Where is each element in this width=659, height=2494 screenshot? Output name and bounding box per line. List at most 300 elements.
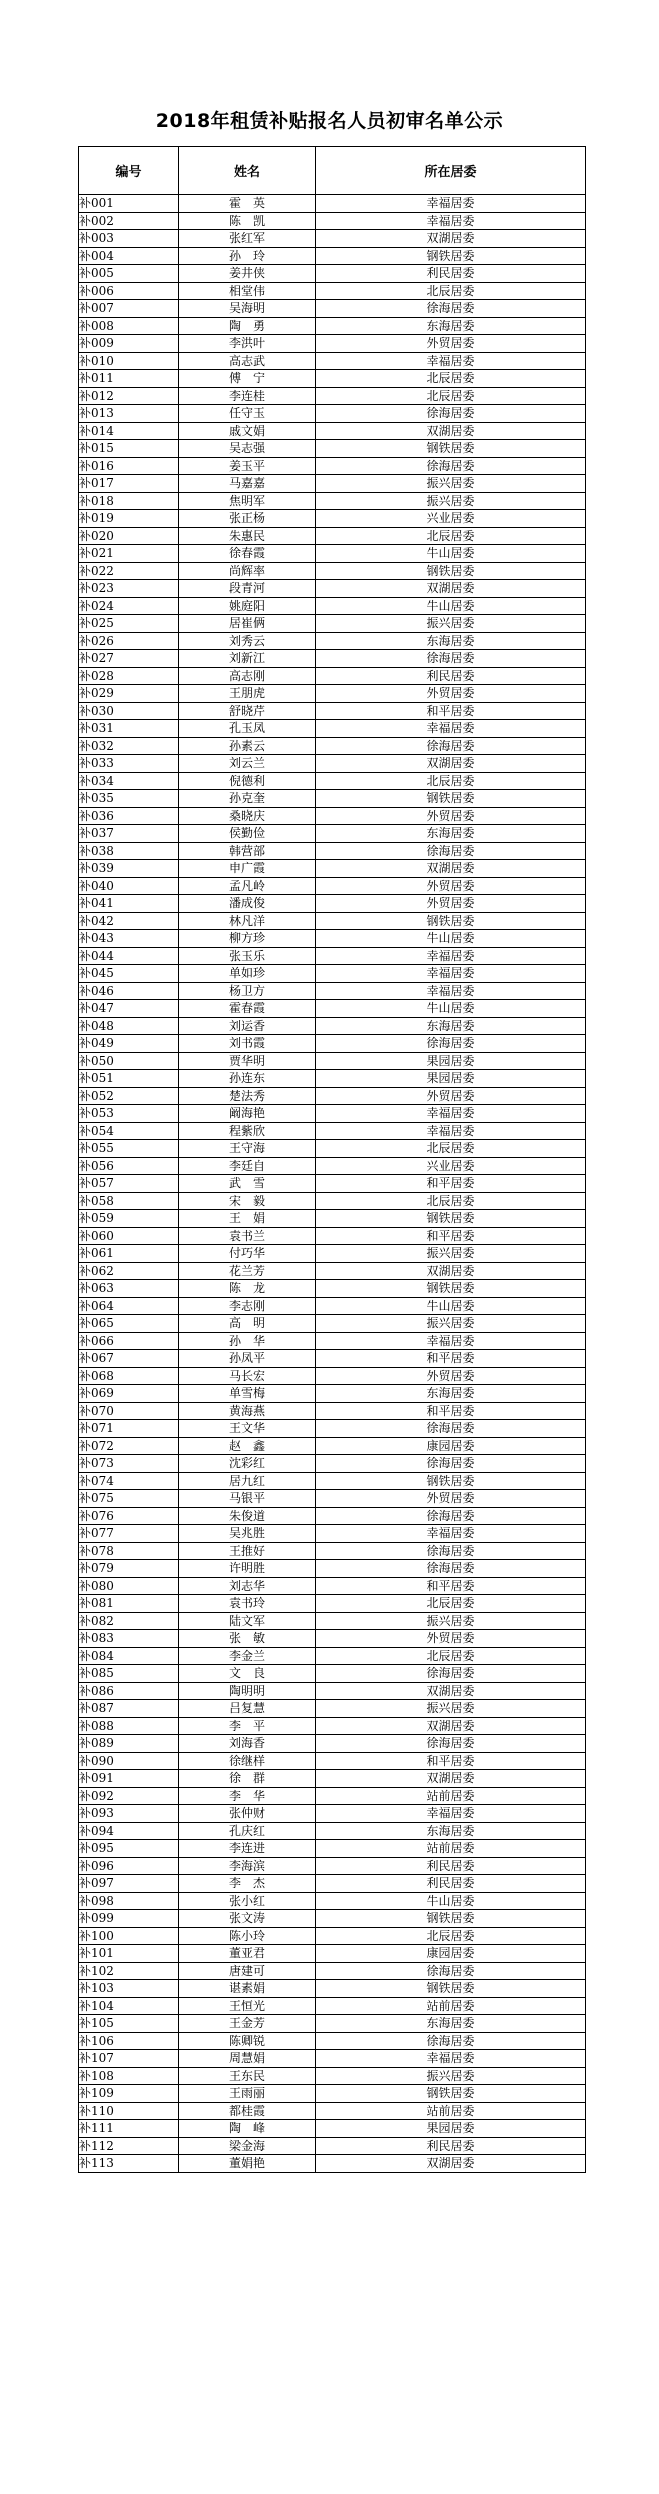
cell-committee: 幸福居委 (316, 2050, 586, 2068)
cell-committee: 站前居委 (316, 2102, 586, 2120)
cell-name: 孔玉凤 (179, 720, 316, 738)
cell-name: 唐建可 (179, 1962, 316, 1980)
table-row (79, 930, 586, 948)
table-row (79, 545, 586, 563)
cell-committee: 振兴居委 (316, 1315, 586, 1333)
cell-name: 李 华 (179, 1787, 316, 1805)
cell-committee: 外贸居委 (316, 1367, 586, 1385)
cell-committee: 外贸居委 (316, 1630, 586, 1648)
table-row (79, 1595, 586, 1613)
cell-id: 补077 (79, 1525, 179, 1543)
table-row (79, 807, 586, 825)
cell-name: 程紫欣 (179, 1122, 316, 1140)
cell-committee: 幸福居委 (316, 1332, 586, 1350)
cell-id: 补039 (79, 860, 179, 878)
cell-name: 武 雪 (179, 1175, 316, 1193)
cell-id: 补112 (79, 2137, 179, 2155)
table-row (79, 195, 586, 213)
cell-committee: 东海居委 (316, 2015, 586, 2033)
table-row (79, 492, 586, 510)
cell-name: 马嘉嘉 (179, 475, 316, 493)
table-row (79, 457, 586, 475)
cell-id: 补110 (79, 2102, 179, 2120)
cell-name: 袁书玲 (179, 1595, 316, 1613)
cell-name: 舒晓芹 (179, 702, 316, 720)
header-name: 姓名 (179, 147, 316, 195)
cell-committee: 牛山居委 (316, 930, 586, 948)
cell-id: 补057 (79, 1175, 179, 1193)
cell-name: 徐继样 (179, 1752, 316, 1770)
cell-id: 补043 (79, 930, 179, 948)
table-row (79, 895, 586, 913)
cell-id: 补073 (79, 1455, 179, 1473)
table-row (79, 650, 586, 668)
cell-committee: 幸福居委 (316, 965, 586, 983)
table-row (79, 1192, 586, 1210)
table-row (79, 1262, 586, 1280)
cell-committee: 康园居委 (316, 1437, 586, 1455)
cell-name: 花兰芳 (179, 1262, 316, 1280)
cell-committee: 兴业居委 (316, 1157, 586, 1175)
cell-id: 补030 (79, 702, 179, 720)
cell-committee: 康园居委 (316, 1945, 586, 1963)
cell-name: 刘志华 (179, 1577, 316, 1595)
table-row (79, 1910, 586, 1928)
table-row (79, 1805, 586, 1823)
table-row (79, 2102, 586, 2120)
cell-committee: 振兴居委 (316, 1612, 586, 1630)
table-row (79, 1140, 586, 1158)
cell-name: 黄海燕 (179, 1402, 316, 1420)
cell-committee: 北辰居委 (316, 772, 586, 790)
cell-id: 补009 (79, 335, 179, 353)
cell-name: 吴兆胜 (179, 1525, 316, 1543)
cell-name: 阚海艳 (179, 1105, 316, 1123)
cell-id: 补106 (79, 2032, 179, 2050)
cell-name: 孟凡岭 (179, 877, 316, 895)
cell-committee: 徐海居委 (316, 1560, 586, 1578)
cell-name: 段青河 (179, 580, 316, 598)
table-row (79, 1542, 586, 1560)
table-row (79, 1385, 586, 1403)
cell-name: 孙连东 (179, 1070, 316, 1088)
table-row (79, 860, 586, 878)
cell-id: 补103 (79, 1980, 179, 1998)
cell-name: 霍春霞 (179, 1000, 316, 1018)
table-row (79, 1647, 586, 1665)
cell-id: 补090 (79, 1752, 179, 1770)
cell-id: 补100 (79, 1927, 179, 1945)
cell-id: 补035 (79, 790, 179, 808)
cell-id: 补054 (79, 1122, 179, 1140)
table-row (79, 1087, 586, 1105)
header-id: 编号 (79, 147, 179, 195)
table-body (79, 195, 586, 2173)
cell-id: 补032 (79, 737, 179, 755)
table-row (79, 1297, 586, 1315)
table-row (79, 737, 586, 755)
cell-id: 补037 (79, 825, 179, 843)
cell-committee: 和平居委 (316, 1402, 586, 1420)
table-row (79, 1630, 586, 1648)
cell-committee: 和平居委 (316, 1752, 586, 1770)
cell-name: 刘云兰 (179, 755, 316, 773)
table-row (79, 912, 586, 930)
cell-name: 李金兰 (179, 1647, 316, 1665)
cell-name: 杨卫方 (179, 982, 316, 1000)
table-row (79, 1402, 586, 1420)
cell-id: 补006 (79, 282, 179, 300)
cell-name: 林凡洋 (179, 912, 316, 930)
cell-committee: 振兴居委 (316, 1700, 586, 1718)
cell-name: 谌素娟 (179, 1980, 316, 1998)
cell-committee: 站前居委 (316, 1787, 586, 1805)
table-row (79, 1962, 586, 1980)
table-row (79, 1105, 586, 1123)
cell-id: 补076 (79, 1507, 179, 1525)
table-row (79, 370, 586, 388)
cell-committee: 外贸居委 (316, 895, 586, 913)
cell-name: 姜井侠 (179, 265, 316, 283)
cell-committee: 外贸居委 (316, 335, 586, 353)
cell-id: 补083 (79, 1630, 179, 1648)
cell-name: 袁书兰 (179, 1227, 316, 1245)
table-row (79, 772, 586, 790)
table-row (79, 300, 586, 318)
cell-id: 补024 (79, 597, 179, 615)
page-title: 2018年租赁补贴报名人员初审名单公示 (155, 110, 504, 132)
table-row (79, 615, 586, 633)
table-row (79, 667, 586, 685)
cell-committee: 钢铁居委 (316, 790, 586, 808)
header-committee: 所在居委 (316, 147, 586, 195)
cell-name: 沈彩红 (179, 1455, 316, 1473)
cell-name: 高 明 (179, 1315, 316, 1333)
cell-id: 补051 (79, 1070, 179, 1088)
cell-id: 补003 (79, 230, 179, 248)
cell-name: 吴海明 (179, 300, 316, 318)
cell-id: 补022 (79, 562, 179, 580)
table-row (79, 1210, 586, 1228)
cell-committee: 徐海居委 (316, 1962, 586, 1980)
table-row (79, 1682, 586, 1700)
table-row (79, 212, 586, 230)
cell-name: 高志武 (179, 352, 316, 370)
cell-committee: 牛山居委 (316, 1297, 586, 1315)
table-row (79, 1665, 586, 1683)
cell-name: 倪德利 (179, 772, 316, 790)
cell-id: 补063 (79, 1280, 179, 1298)
cell-id: 补088 (79, 1717, 179, 1735)
cell-committee: 双湖居委 (316, 2155, 586, 2173)
applicant-table (78, 146, 586, 2173)
cell-id: 补060 (79, 1227, 179, 1245)
table-row (79, 982, 586, 1000)
cell-committee: 徐海居委 (316, 300, 586, 318)
cell-name: 吴志强 (179, 440, 316, 458)
cell-committee: 牛山居委 (316, 1892, 586, 1910)
cell-id: 补081 (79, 1595, 179, 1613)
cell-id: 补070 (79, 1402, 179, 1420)
cell-id: 补053 (79, 1105, 179, 1123)
cell-id: 补071 (79, 1420, 179, 1438)
cell-committee: 站前居委 (316, 1840, 586, 1858)
cell-id: 补084 (79, 1647, 179, 1665)
table-header-row (79, 147, 586, 195)
cell-committee: 徐海居委 (316, 2032, 586, 2050)
table-row (79, 405, 586, 423)
cell-name: 王朋虎 (179, 685, 316, 703)
cell-id: 补049 (79, 1035, 179, 1053)
table-row (79, 1052, 586, 1070)
cell-committee: 钢铁居委 (316, 247, 586, 265)
table-row (79, 1945, 586, 1963)
table-row (79, 1437, 586, 1455)
cell-committee: 东海居委 (316, 1017, 586, 1035)
table-row (79, 1787, 586, 1805)
table-row (79, 702, 586, 720)
cell-committee: 徐海居委 (316, 1542, 586, 1560)
cell-id: 补045 (79, 965, 179, 983)
cell-name: 陈 凯 (179, 212, 316, 230)
cell-committee: 北辰居委 (316, 1595, 586, 1613)
table-row (79, 1752, 586, 1770)
cell-id: 补040 (79, 877, 179, 895)
cell-name: 潘成俊 (179, 895, 316, 913)
cell-committee: 东海居委 (316, 825, 586, 843)
table-row (79, 1717, 586, 1735)
cell-id: 补027 (79, 650, 179, 668)
cell-id: 补091 (79, 1770, 179, 1788)
cell-name: 李志刚 (179, 1297, 316, 1315)
cell-id: 补062 (79, 1262, 179, 1280)
table-row (79, 877, 586, 895)
cell-committee: 徐海居委 (316, 1455, 586, 1473)
cell-id: 补004 (79, 247, 179, 265)
cell-name: 张文涛 (179, 1910, 316, 1928)
cell-name: 徐 群 (179, 1770, 316, 1788)
cell-committee: 北辰居委 (316, 527, 586, 545)
cell-name: 王 娟 (179, 1210, 316, 1228)
cell-id: 补042 (79, 912, 179, 930)
cell-committee: 徐海居委 (316, 1420, 586, 1438)
cell-committee: 牛山居委 (316, 545, 586, 563)
cell-name: 张 敏 (179, 1630, 316, 1648)
cell-name: 孙 玲 (179, 247, 316, 265)
cell-name: 孙凤平 (179, 1350, 316, 1368)
cell-id: 补036 (79, 807, 179, 825)
table-row (79, 825, 586, 843)
table-row (79, 352, 586, 370)
table-row (79, 2032, 586, 2050)
cell-id: 补067 (79, 1350, 179, 1368)
cell-id: 补095 (79, 1840, 179, 1858)
cell-id: 补087 (79, 1700, 179, 1718)
cell-id: 补097 (79, 1875, 179, 1893)
cell-committee: 幸福居委 (316, 720, 586, 738)
cell-name: 贾华明 (179, 1052, 316, 1070)
cell-committee: 和平居委 (316, 702, 586, 720)
table-row (79, 1070, 586, 1088)
table-row (79, 1507, 586, 1525)
cell-id: 补099 (79, 1910, 179, 1928)
cell-committee: 幸福居委 (316, 1122, 586, 1140)
cell-name: 李 平 (179, 1717, 316, 1735)
table-row (79, 1927, 586, 1945)
cell-committee: 双湖居委 (316, 1717, 586, 1735)
cell-name: 桑晓庆 (179, 807, 316, 825)
table-row (79, 562, 586, 580)
cell-id: 补072 (79, 1437, 179, 1455)
table-row (79, 1840, 586, 1858)
table-row (79, 965, 586, 983)
cell-id: 补044 (79, 947, 179, 965)
cell-id: 补023 (79, 580, 179, 598)
cell-committee: 幸福居委 (316, 1105, 586, 1123)
cell-name: 李连桂 (179, 387, 316, 405)
cell-name: 陈小玲 (179, 1927, 316, 1945)
table-row (79, 1997, 586, 2015)
cell-committee: 北辰居委 (316, 1647, 586, 1665)
table-row (79, 1122, 586, 1140)
cell-id: 补001 (79, 195, 179, 213)
table-row (79, 247, 586, 265)
table-row (79, 1490, 586, 1508)
cell-committee: 外贸居委 (316, 1087, 586, 1105)
cell-id: 补028 (79, 667, 179, 685)
cell-id: 补102 (79, 1962, 179, 1980)
cell-committee: 东海居委 (316, 1822, 586, 1840)
cell-name: 董娟艳 (179, 2155, 316, 2173)
cell-committee: 双湖居委 (316, 755, 586, 773)
cell-committee: 幸福居委 (316, 212, 586, 230)
cell-id: 补068 (79, 1367, 179, 1385)
cell-name: 文 良 (179, 1665, 316, 1683)
cell-id: 补085 (79, 1665, 179, 1683)
cell-committee: 双湖居委 (316, 1262, 586, 1280)
table-row (79, 422, 586, 440)
table-row (79, 1035, 586, 1053)
cell-id: 补113 (79, 2155, 179, 2173)
cell-name: 李廷自 (179, 1157, 316, 1175)
cell-committee: 果园居委 (316, 1052, 586, 1070)
cell-committee: 幸福居委 (316, 195, 586, 213)
cell-name: 李 杰 (179, 1875, 316, 1893)
table-row (79, 230, 586, 248)
table-row (79, 335, 586, 353)
cell-name: 李洪叶 (179, 335, 316, 353)
cell-id: 补096 (79, 1857, 179, 1875)
cell-committee: 利民居委 (316, 265, 586, 283)
cell-committee: 利民居委 (316, 2137, 586, 2155)
table-row (79, 1227, 586, 1245)
cell-name: 姚庭阳 (179, 597, 316, 615)
cell-committee: 钢铁居委 (316, 1910, 586, 1928)
cell-id: 补019 (79, 510, 179, 528)
cell-name: 张玉乐 (179, 947, 316, 965)
cell-committee: 外贸居委 (316, 1490, 586, 1508)
cell-name: 韩营部 (179, 842, 316, 860)
cell-name: 张小红 (179, 1892, 316, 1910)
table-row (79, 1525, 586, 1543)
cell-id: 补025 (79, 615, 179, 633)
cell-committee: 北辰居委 (316, 1192, 586, 1210)
cell-name: 陶 峰 (179, 2120, 316, 2138)
cell-committee: 北辰居委 (316, 387, 586, 405)
cell-committee: 北辰居委 (316, 282, 586, 300)
cell-name: 焦明军 (179, 492, 316, 510)
table-row (79, 1980, 586, 1998)
cell-id: 补056 (79, 1157, 179, 1175)
table-row (79, 1245, 586, 1263)
cell-committee: 徐海居委 (316, 457, 586, 475)
table-row (79, 1822, 586, 1840)
cell-id: 补012 (79, 387, 179, 405)
cell-name: 李连进 (179, 1840, 316, 1858)
cell-name: 柳方珍 (179, 930, 316, 948)
cell-id: 补041 (79, 895, 179, 913)
cell-id: 补065 (79, 1315, 179, 1333)
table-row (79, 317, 586, 335)
table-row (79, 720, 586, 738)
cell-id: 补047 (79, 1000, 179, 1018)
cell-id: 补105 (79, 2015, 179, 2033)
cell-committee: 双湖居委 (316, 422, 586, 440)
cell-name: 居崔俩 (179, 615, 316, 633)
cell-id: 补109 (79, 2085, 179, 2103)
cell-committee: 振兴居委 (316, 475, 586, 493)
table-row (79, 1455, 586, 1473)
cell-name: 王守海 (179, 1140, 316, 1158)
table-row (79, 790, 586, 808)
table-row (79, 2120, 586, 2138)
cell-committee: 牛山居委 (316, 1000, 586, 1018)
cell-committee: 和平居委 (316, 1350, 586, 1368)
cell-committee: 徐海居委 (316, 1507, 586, 1525)
cell-id: 补011 (79, 370, 179, 388)
cell-id: 补014 (79, 422, 179, 440)
cell-committee: 钢铁居委 (316, 440, 586, 458)
cell-id: 补064 (79, 1297, 179, 1315)
table-row (79, 1420, 586, 1438)
cell-name: 陶明明 (179, 1682, 316, 1700)
cell-id: 补015 (79, 440, 179, 458)
cell-name: 王金芳 (179, 2015, 316, 2033)
cell-id: 补101 (79, 1945, 179, 1963)
cell-id: 补048 (79, 1017, 179, 1035)
cell-name: 都桂霞 (179, 2102, 316, 2120)
cell-id: 补098 (79, 1892, 179, 1910)
table-row (79, 1875, 586, 1893)
cell-name: 任守玉 (179, 405, 316, 423)
cell-committee: 和平居委 (316, 1175, 586, 1193)
cell-id: 补075 (79, 1490, 179, 1508)
cell-name: 姜玉平 (179, 457, 316, 475)
cell-committee: 东海居委 (316, 632, 586, 650)
table-row (79, 1157, 586, 1175)
cell-name: 朱惠民 (179, 527, 316, 545)
cell-committee: 站前居委 (316, 1997, 586, 2015)
cell-id: 补079 (79, 1560, 179, 1578)
cell-id: 补046 (79, 982, 179, 1000)
cell-committee: 外贸居委 (316, 807, 586, 825)
table-row (79, 1350, 586, 1368)
cell-name: 楚法秀 (179, 1087, 316, 1105)
cell-id: 补069 (79, 1385, 179, 1403)
cell-committee: 北辰居委 (316, 1927, 586, 1945)
table-row (79, 1770, 586, 1788)
cell-committee: 外贸居委 (316, 685, 586, 703)
